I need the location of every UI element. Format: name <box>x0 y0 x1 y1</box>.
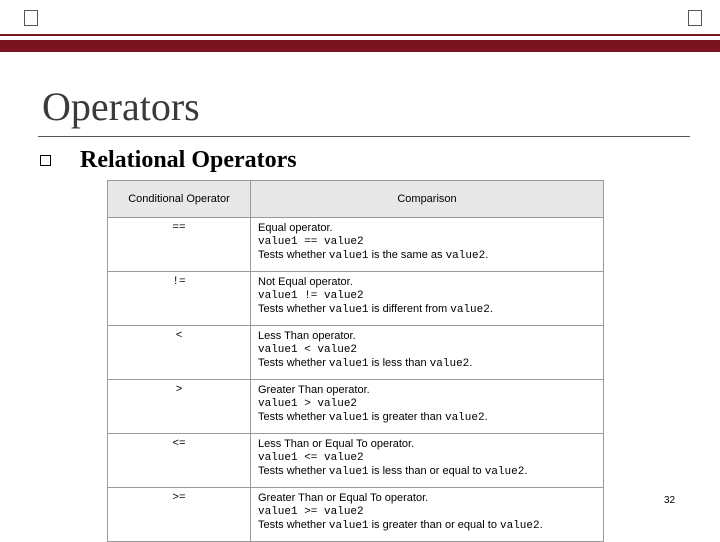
description-text: Tests whether <box>258 411 329 423</box>
description-text: Tests whether <box>258 465 329 477</box>
operator-expression: value1 != value2 <box>258 289 364 302</box>
comparison-cell <box>251 380 604 434</box>
table-body <box>108 218 604 542</box>
operator-name: Less Than <box>258 330 310 342</box>
operator-description <box>258 519 599 534</box>
operator-name-line <box>258 438 599 452</box>
operator-name: Equal <box>258 222 287 234</box>
description-value2: value2 <box>445 250 486 262</box>
description-value1: value1 <box>328 466 369 478</box>
operator-cell: != <box>108 272 251 326</box>
description-value2: value2 <box>429 358 470 370</box>
top-decoration-bar <box>0 10 720 42</box>
description-text: . <box>489 303 493 315</box>
operator-description <box>258 303 599 318</box>
operator-suffix: operator. <box>381 492 429 504</box>
operator-name: Less Than or Equal To <box>258 438 368 450</box>
operator-description <box>258 357 599 372</box>
description-text: is different from <box>368 303 451 315</box>
operator-description <box>258 249 599 264</box>
description-value2: value2 <box>484 466 525 478</box>
description-value1: value1 <box>328 358 369 370</box>
description-text: Tests whether <box>258 357 329 369</box>
page-number: 32 <box>664 495 676 506</box>
operator-cell: < <box>108 326 251 380</box>
operator-suffix: operator. <box>309 330 356 342</box>
operator-cell: == <box>108 218 251 272</box>
slide-subtitle: Relational Operators <box>80 147 297 173</box>
slide-title: Operators <box>42 84 200 129</box>
description-value1: value1 <box>328 250 369 262</box>
comparison-cell <box>251 326 604 380</box>
operator-cell: >= <box>108 488 251 542</box>
operator-suffix: operator. <box>286 222 333 234</box>
description-text: . <box>539 519 543 531</box>
description-text: . <box>469 357 473 369</box>
description-text: . <box>484 411 488 423</box>
operators-table <box>107 180 604 542</box>
accent-bar <box>0 40 720 52</box>
description-value1: value1 <box>328 304 369 316</box>
operator-suffix: operator. <box>323 384 370 396</box>
operator-suffix: operator. <box>306 276 353 288</box>
table-row <box>108 218 604 272</box>
operator-name-line <box>258 330 599 344</box>
description-text: is greater than <box>368 411 445 423</box>
decorative-square-icon <box>24 10 38 26</box>
description-text: . <box>485 249 489 261</box>
square-bullet-icon <box>40 155 51 166</box>
table-row <box>108 380 604 434</box>
comparison-cell <box>251 488 604 542</box>
accent-line <box>0 34 720 36</box>
description-value2: value2 <box>444 412 485 424</box>
operator-cell: <= <box>108 434 251 488</box>
table-row <box>108 434 604 488</box>
description-text: Tests whether <box>258 303 329 315</box>
operator-name-line <box>258 276 599 290</box>
operator-description <box>258 465 599 480</box>
description-value1: value1 <box>328 520 369 532</box>
description-value2: value2 <box>450 304 490 316</box>
table-row <box>108 326 604 380</box>
operator-expression: value1 < value2 <box>258 343 358 356</box>
title-divider <box>38 136 690 137</box>
operator-expression: value1 > value2 <box>258 397 358 410</box>
table-row <box>108 488 604 542</box>
operator-name-line <box>258 384 599 398</box>
comparison-cell <box>251 272 604 326</box>
operator-description <box>258 411 599 426</box>
description-text: Tests whether <box>258 519 329 531</box>
operator-name-line <box>258 492 599 506</box>
column-header-operator: Conditional Operator <box>108 181 251 218</box>
operator-suffix: operator. <box>367 438 415 450</box>
comparison-cell <box>251 218 604 272</box>
operator-name: Greater Than or Equal To <box>258 492 382 504</box>
operator-expression: value1 <= value2 <box>258 451 364 464</box>
description-value2: value2 <box>500 520 540 532</box>
comparison-cell <box>251 434 604 488</box>
column-header-comparison: Comparison <box>251 181 604 218</box>
decorative-square-icon <box>688 10 702 26</box>
operator-expression: value1 >= value2 <box>258 505 364 518</box>
description-text: is less than <box>368 357 430 369</box>
description-text: is greater than or equal to <box>368 519 500 531</box>
table-header-row <box>108 181 604 218</box>
operator-name: Not Equal <box>258 276 307 288</box>
description-text: is the same as <box>368 249 446 261</box>
description-text: Tests whether <box>258 249 329 261</box>
description-text: . <box>524 465 528 477</box>
operator-name-line <box>258 222 599 236</box>
description-value1: value1 <box>328 412 369 424</box>
operator-cell: > <box>108 380 251 434</box>
table-row <box>108 272 604 326</box>
description-text: is less than or equal to <box>368 465 485 477</box>
operator-expression: value1 == value2 <box>258 235 364 248</box>
operator-name: Greater Than <box>258 384 324 396</box>
